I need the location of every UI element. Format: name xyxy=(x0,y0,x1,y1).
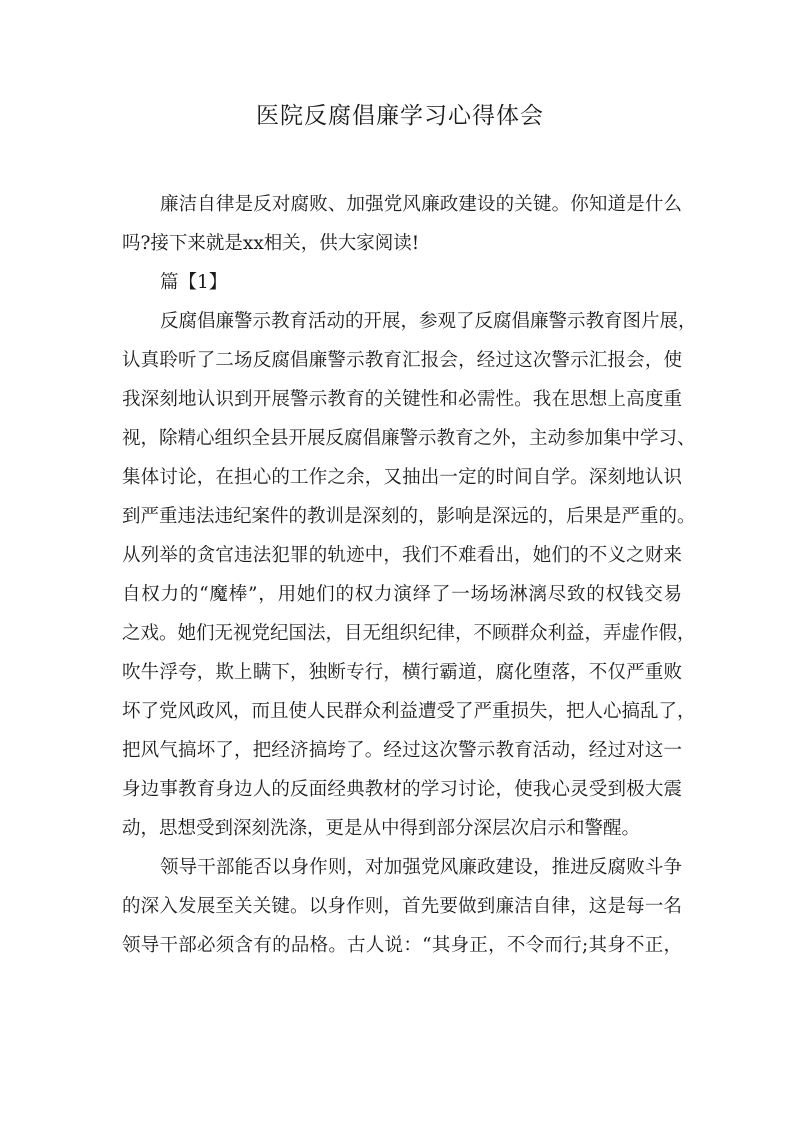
paragraph-line: 坏了党风政风，而且使人民群众利益遭受了严重损失，把人心搞乱了， xyxy=(122,701,696,722)
paragraph-line: 到严重违法违纪案件的教训是深刻的，影响是深远的，后果是严重的。 xyxy=(122,506,696,527)
paragraph-line: 反腐倡廉警示教育活动的开展，参观了反腐倡廉警示教育图片展， xyxy=(160,311,697,332)
paragraph-line: 集体讨论，在担心的工作之余，又抽出一定的时间自学。深刻地认识 xyxy=(122,467,682,488)
paragraph-line: 吹牛浮夸，欺上瞒下，独断专行，横行霸道，腐化堕落，不仅严重败 xyxy=(122,662,682,683)
section-heading: 篇【1】 xyxy=(160,272,228,293)
paragraph-line: 领导干部必须含有的品格。古人说：“其身正，不令而行;其身不正， xyxy=(122,935,682,956)
paragraph-line: 的深入发展至关关键。以身作则，首先要做到廉洁自律，这是每一名 xyxy=(122,896,682,917)
paragraph-line: 身边事教育身边人的反面经典教材的学习讨论，使我心灵受到极大震 xyxy=(122,779,682,800)
paragraph-line: 廉洁自律是反对腐败、加强党风廉政建设的关键。你知道是什么 xyxy=(160,194,682,215)
paragraph-line: 把风气搞坏了，把经济搞垮了。经过这次警示教育活动，经过对这一 xyxy=(122,740,682,761)
paragraph-line: 从列举的贪官违法犯罪的轨迹中，我们不难看出，她们的不义之财来 xyxy=(122,545,682,566)
paragraph-line: 领导干部能否以身作则，对加强党风廉政建设，推进反腐败斗争 xyxy=(160,857,682,878)
paragraph-line: 视，除精心组织全县开展反腐倡廉警示教育之外，主动参加集中学习、 xyxy=(122,428,696,449)
paragraph-line: 动，思想受到深刻洗涤，更是从中得到部分深层次启示和警醒。 xyxy=(122,818,641,839)
paragraph-line: 我深刻地认识到开展警示教育的关键性和必需性。我在思想上高度重 xyxy=(122,389,682,410)
paragraph-line: 认真聆听了二场反腐倡廉警示教育汇报会，经过这次警示汇报会，使 xyxy=(122,350,682,371)
paragraph-line: 自权力的“魔棒”，用她们的权力演绎了一场场淋漓尽致的权钱交易 xyxy=(122,584,682,605)
paragraph-line: 之戏。她们无视党纪国法，目无组织纪律，不顾群众利益，弄虚作假， xyxy=(122,623,696,644)
paragraph-line: 吗?接下来就是xx相关，供大家阅读! xyxy=(122,233,420,254)
document-title: 医院反腐倡廉学习心得体会 xyxy=(256,103,544,129)
